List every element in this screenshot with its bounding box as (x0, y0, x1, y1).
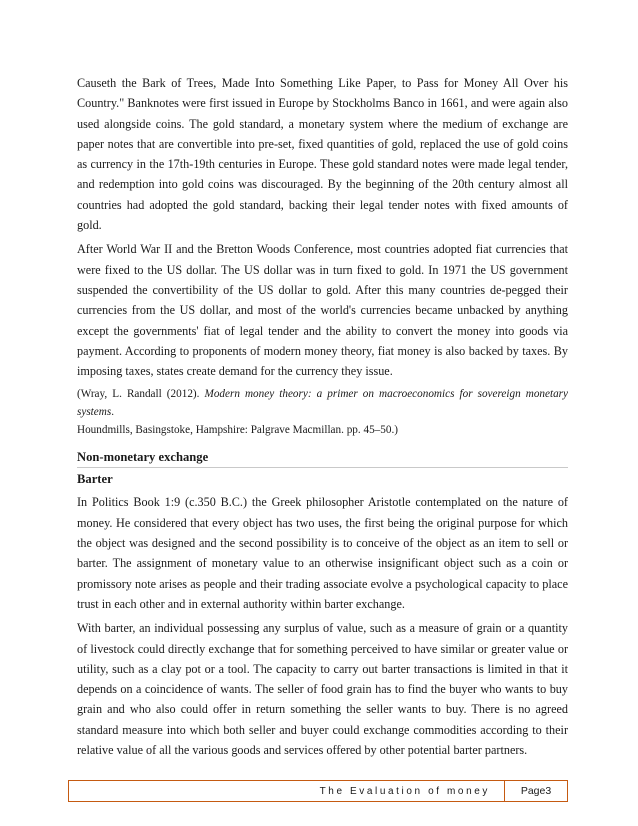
citation (77, 385, 568, 439)
paragraph-gold-standard: Causeth the Bark of Trees, Made Into Something Like Paper, to Pass for Money All Over his Country." Banknotes were first issued in Europe by Stockholms Banco in 1661, and were again also used alongside coins. The gold standard, a monetary system where the medium of exchange are paper notes that are convertible into pre-set, fixed quantities of gold, replaced the use of gold coins as currency in the 17th-19th centuries in Europe. These gold standard notes were made legal tender, and redemption into gold coins was discouraged. By the beginning of the 20th century almost all countries had adopted the gold standard, backing their legal tender notes with fixed amounts of gold. (77, 76, 568, 233)
footer-title: The Evaluation of money (319, 785, 490, 797)
citation-line-2: Houndmills, Basingstoke, Hampshire: Palgrave Macmillan. pp. 45–50.) (77, 424, 398, 437)
paragraph-aristotle: In Politics Book 1:9 (c.350 B.C.) the Greek philosopher Aristotle contemplated on the nature of money. He considered that every object has two uses, the first being the original purpose for which the object was designed and the second possibility is to conceive of the object as an item to sell or barter. The assignment of monetary value to an otherwise insignificant object such as a coin or promissory note arises as people and their trading associate evolve a psychological capacity to place trust in each other and in external authority within barter exchange. (77, 495, 568, 611)
citation-suffix: . (111, 406, 114, 419)
citation-prefix: (Wray, L. Randall (2012). (77, 388, 200, 401)
paragraph-bretton-woods: After World War II and the Bretton Woods Conference, most countries adopted fiat currencies that were fixed to the US dollar. The US dollar was in turn fixed to gold. In 1971 the US government suspended the convertibility of the US dollar to gold. After this many countries de-pegged their currencies from the US dollar, and most of the world's currencies became unbacked by anything except the governments' fiat of legal tender and the ability to convert the money into goods via payment. According to proponents of modern money theory, fiat money is also backed by taxes. By imposing taxes, states create demand for the currency they issue. (77, 242, 568, 379)
section-heading-non-monetary-exchange: Non-monetary exchange (77, 450, 209, 465)
subsection-heading-barter: Barter (77, 472, 113, 487)
citation-title: Modern money theory: a primer on macroeconomics for sovereign monetary systems (77, 388, 568, 419)
page-footer (68, 780, 568, 802)
section-divider (77, 467, 568, 468)
footer-page-number: Page3 (504, 781, 567, 801)
citation-line-1 (77, 385, 568, 421)
page-body (77, 73, 568, 764)
paragraph-barter-exchange: With barter, an individual possessing any surplus of value, such as a measure of grain or a quantity of livestock could directly exchange that for something perceived to have similar or greater value or utility, such as a clay pot or a tool. The capacity to carry out barter transactions is limited in that it depends on a coincidence of wants. The seller of food grain has to find the buyer who wants to buy grain and who also could offer in return something the seller wants to buy. There is no agreed standard measure into which both seller and buyer could exchange commodities according to their relative value of all the various goods and services offered by other potential barter partners. (77, 621, 568, 758)
